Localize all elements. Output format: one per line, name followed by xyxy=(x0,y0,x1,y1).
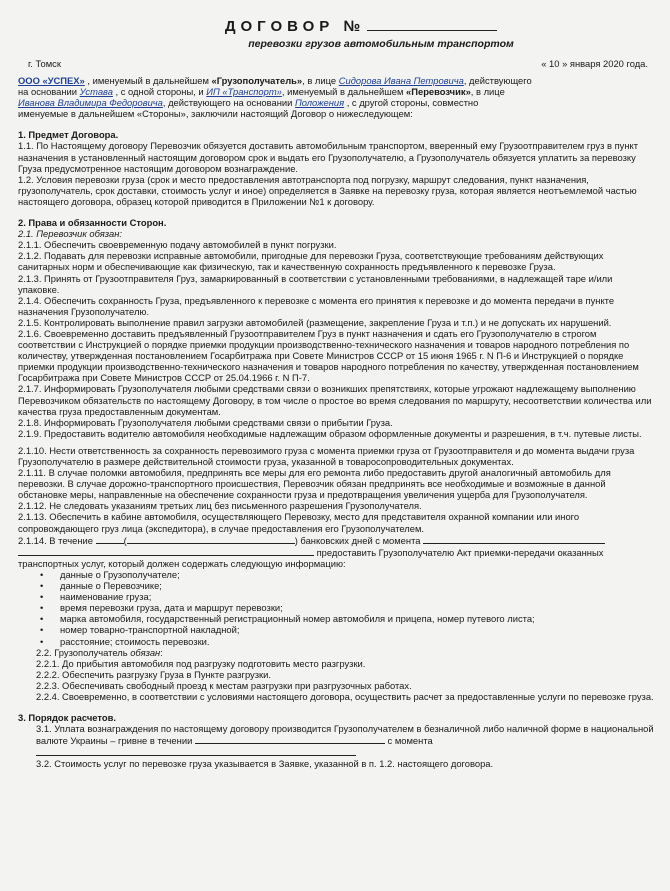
clause-2-2-4: 2.2.4. Своевременно, в соответствии с условиями настоящего договора, осуществить расчет за предоставленные услуги по перевозке груза. xyxy=(36,690,654,702)
list-item: • наименование груза; xyxy=(60,591,654,602)
clause-2-1-12: 2.1.12. Не следовать указаниям третьих лиц без письменного разрешения Грузополучателя. xyxy=(18,500,422,512)
clause-2-1-7: 2.1.7. Информировать Грузополучателя любыми средствами связи о возникших препятствиях, которые угрожают надлежащему выполнению Перевозчиком обязательств по настоящему Договору, в том числе о простое во время следования по маршруту, несоответствии количества или качества груза предоставленным документам. xyxy=(18,383,652,417)
clause-2-1-8: 2.1.8. Информировать Грузополучателя любыми средствами связи о прибытии Груза. xyxy=(18,416,393,428)
text: , действующего xyxy=(463,75,532,86)
text: , именуемый в дальнейшем xyxy=(281,86,407,98)
text: банковских дней с момента xyxy=(300,534,421,546)
text: , с другой стороны, совместно xyxy=(344,97,479,109)
section-2-heading: 2. Права и обязанности Сторон. xyxy=(18,217,167,229)
section-1-heading: 1. Предмет Договора. xyxy=(18,129,119,141)
city: г. Томск xyxy=(28,58,61,69)
text: , с одной стороны, и xyxy=(112,86,207,98)
parties-line-4: именуемые в дальнейшем «Стороны», заключили настоящий Договор о нижеследующем: xyxy=(18,108,413,120)
list-item: • данные о Грузополучателе; xyxy=(60,569,654,580)
list-item: • данные о Перевозчике; xyxy=(60,580,654,591)
consignee-rep: Сидорова Ивана Петровича xyxy=(338,75,464,86)
clause-2-1-2: 2.1.2. Подавать для перевозки исправные автомобили, пригодные для перевозки Груза, соответствующие требованиям действующих санитарных норм и обеспечивающие как физическую, так и качественную сохранность предъявленного к перевозке Груза. xyxy=(18,250,604,273)
carrier-rep: Иванова Владимира Федоровича xyxy=(18,97,163,109)
payment-term-blank xyxy=(195,734,385,744)
carrier-basis: Положения xyxy=(294,97,345,109)
clause-2-1-11: 2.1.11. В случае поломки автомобиля, предпринять все меры для его ремонта либо предоставить другой аналогичный автомобиль для перевозки. В случае дорожно-транспортного происшествия, Перевозчик обязан предпринять все необходимые и возможные в данной обстановке меры, направленные на обеспечение сохранности груза и предотвращения увеличения ущерба для Грузополучателя. xyxy=(18,467,611,501)
moment-blank-2 xyxy=(18,546,314,556)
text: , действующего на основании xyxy=(162,97,295,109)
carrier-name: ИП «Транспорт» xyxy=(206,86,282,98)
clause-2-1-10: 2.1.10. Нести ответственность за сохранность перевозимого груза с момента приемки груза от Грузоотправителя и до момента выдачи груза Грузополучателю в размере действительной стоимости груза, указанной в товаросопроводительных документах. xyxy=(18,444,635,467)
text: 3.1. Уплата вознаграждения по настоящему договору производится Грузополучателем в безналичной либо наличной форме в национальной валюте Украины – гривне в течении xyxy=(36,723,654,747)
clause-2-1-1: 2.1.1. Обеспечить своевременную подачу автомобилей в пункт погрузки. xyxy=(18,239,337,251)
text: с момента xyxy=(387,735,433,747)
clause-2-1-6: 2.1.6. Своевременно доставить предъявленный Грузоотправителем Груз в пункт назначения и сдать его Грузополучателю в строгом соответствии с Инструкцией о порядке приемки продукции производственно-технического назначения и товаров народного потребления по количеству, утвержденная постановлением Госарбитража при Совете Министров СССР от 15 июня 1965 г. N П-6 и Инструкцией о порядке приемки продукции производственно-технического назначения и товаров народного потребления по качеству, утвержденная постановлением Госарбитража при Совете Министров СССР от 25.04.1966 г. N П-7. xyxy=(18,327,639,384)
section-3-heading: 3. Порядок расчетов. xyxy=(18,712,116,724)
clause-2-1-4: 2.1.4. Обеспечить сохранность Груза, предъявленного к перевозке с момента его принятия к перевозке и до момента передачи в пункте назначения Грузополучателю. xyxy=(18,294,615,317)
clause-2-2-2: 2.2.2. Обеспечить разгрузку Груза в Пункте разгрузки. xyxy=(36,668,271,680)
clause-2-1: 2.1. Перевозчик обязан: xyxy=(18,228,123,240)
text: , именуемый в дальнейшем xyxy=(84,75,212,86)
consignee-basis: Устава xyxy=(79,86,113,98)
clause-1-2: 1.2. Условия перевозки груза (срок и место предоставления автотранспорта под погрузку, маршрут следования, пункт назначения, грузополучатель, срок доставки, стоимость услуг и иное) определяется в Заявке на перевозку груза, которая является неотъемлемой частью настоящего договора, образец которой приводится в Приложении №1 к договору. xyxy=(18,173,637,207)
text: 2.2. Грузополучатель xyxy=(36,646,131,658)
parties-paragraph xyxy=(18,75,654,119)
text: 2.1.14. В течение xyxy=(18,534,93,546)
carrier-role: «Перевозчик» xyxy=(406,86,471,98)
clause-3-1 xyxy=(36,723,654,758)
clause-2-2-1: 2.2.1. До прибытия автомобиля под разгрузку подготовить место разгрузки. xyxy=(36,657,366,669)
clause-2-1-3: 2.1.3. Принять от Грузоотправителя Груз, замаркированный в соответствии с установленными требованиями, в надлежащей таре и/или упаковке. xyxy=(18,272,613,295)
parties-line-1 xyxy=(18,75,654,86)
title-text: ДОГОВОР № xyxy=(224,18,366,35)
clause-2-2: 2.2. Грузополучатель обязан: xyxy=(36,646,163,658)
text: , в лице xyxy=(470,86,505,98)
contract-page xyxy=(18,16,654,770)
text: обязан xyxy=(130,646,161,658)
text: на основании xyxy=(18,86,80,98)
clause-2-1-5: 2.1.5. Контролировать выполнение правил загрузки автомобилей (размещение, закрепление Груза и т.п.) и не допускать их нарушений. xyxy=(18,316,612,328)
list-item: • расстояние; стоимость перевозки. xyxy=(60,636,654,647)
document-subtitle: перевозки грузов автомобильным транспортом xyxy=(248,38,514,50)
clause-2-1-9: 2.1.9. Предоставить водителю автомобиля необходимые надлежащим образом оформленные документы и разрешения, в т.ч. путевые листы. xyxy=(18,427,642,439)
list-item: • время перевозки груза, дата и маршрут перевозки; xyxy=(60,602,654,613)
list-item: • марка автомобиля, государственный регистрационный номер автомобиля и прицепа, номер путевого листа; xyxy=(60,613,654,624)
clause-2-1-14: 2.1.14. В течение ( ) банковских дней с момента предоставить Грузополучателю Акт приемки-передачи оказанных транспортных услуг, который должен содержать следующую информацию: xyxy=(18,534,604,569)
place-date-row xyxy=(18,53,654,75)
act-info-list xyxy=(18,569,654,647)
text: , в лице xyxy=(302,75,339,86)
parties-line-3 xyxy=(18,97,654,108)
list-item: • номер товарно-транспортной накладной; xyxy=(60,624,654,635)
parties-line-2 xyxy=(18,86,654,97)
clause-2-1-13: 2.1.13. Обеспечить в кабине автомобиля, осуществляющего Перевозку, место для представителя охранной компании или иного сопровождающего груз лица (экспедитора), в случае предоставления его Грузополучателем. xyxy=(18,511,580,534)
text: предоставить Грузополучателю Акт приемки-передачи оказанных транспортных услуг, который должен содержать следующую информацию: xyxy=(18,546,604,569)
contract-date: « 10 » января 2020 года. xyxy=(541,58,648,69)
moment-blank xyxy=(423,534,605,544)
consignee-name: ООО «УСПЕХ» xyxy=(18,75,85,86)
document-title xyxy=(68,16,654,38)
days-blank xyxy=(96,534,124,544)
payment-moment-blank xyxy=(36,746,356,756)
days-words-blank xyxy=(127,534,295,544)
clause-3-2: 3.2. Стоимость услуг по перевозке груза указывается в Заявке, указанной в п. 1.2. настоящего договора. xyxy=(36,758,494,770)
clause-2-2-3: 2.2.3. Обеспечивать свободный проезд к местам разгрузки при разгрузочных работах. xyxy=(36,679,412,691)
number-blank xyxy=(367,16,497,31)
consignee-role: «Грузополучатель» xyxy=(211,75,303,86)
clause-1-1: 1.1. По Настоящему договору Перевозчик обязуется доставить автомобильным транспортом, вверенный ему Грузоотправителем груз в пункт назначения в установленный настоящим договором срок и выдать его Грузополучателю, а Грузополучатель обязуется уплатить за перевозку Груза предусмотренное настоящим договором вознаграждение. xyxy=(18,140,639,174)
